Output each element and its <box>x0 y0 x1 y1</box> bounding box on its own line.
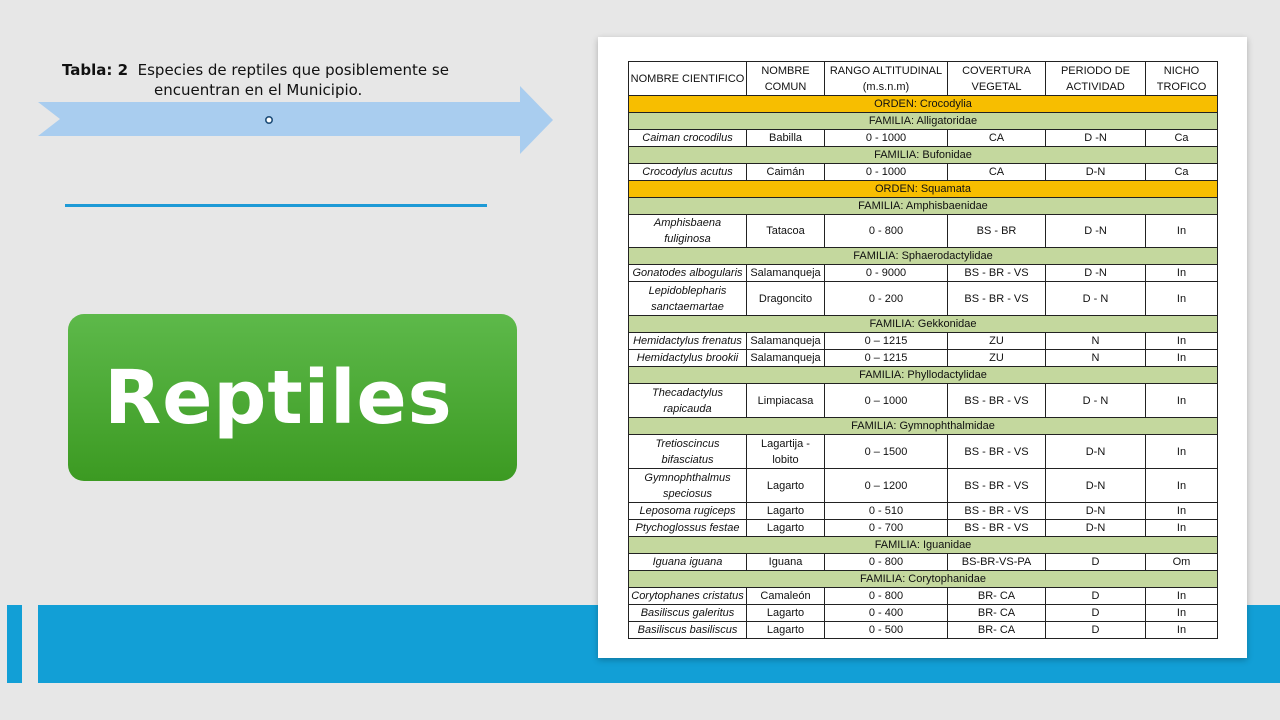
cell-activity-period: N <box>1046 333 1146 350</box>
cell-altitude-range: 0 – 1215 <box>825 350 948 367</box>
cell-activity-period: D-N <box>1046 503 1146 520</box>
cell-activity-period: D <box>1046 622 1146 639</box>
table-header-row <box>629 62 1218 96</box>
cell-trophic-niche: Ca <box>1146 164 1218 181</box>
familia-label: FAMILIA: Alligatoridae <box>629 113 1218 130</box>
cell-trophic-niche: In <box>1146 333 1218 350</box>
cell-activity-period: D -N <box>1046 265 1146 282</box>
header-nombre-cientifico: NOMBRE CIENTIFICO <box>629 62 747 96</box>
familia-row <box>629 537 1218 554</box>
cell-vegetation-cover: BS - BR - VS <box>948 469 1046 503</box>
cell-vegetation-cover: BS-BR-VS-PA <box>948 554 1046 571</box>
familia-label: FAMILIA: Bufonidae <box>629 147 1218 164</box>
caption-text-line2: encuentran en el Municipio. <box>154 81 363 99</box>
species-row <box>629 164 1218 181</box>
cell-altitude-range: 0 - 510 <box>825 503 948 520</box>
cell-scientific-name: Basiliscus galeritus <box>629 605 747 622</box>
cell-altitude-range: 0 - 1000 <box>825 164 948 181</box>
cell-activity-period: D -N <box>1046 130 1146 147</box>
cell-altitude-range: 0 - 500 <box>825 622 948 639</box>
cell-vegetation-cover: BR- CA <box>948 588 1046 605</box>
footer-band-small <box>7 605 22 683</box>
familia-row <box>629 147 1218 164</box>
cell-activity-period: N <box>1046 350 1146 367</box>
cell-scientific-name: Ptychoglossus festae <box>629 520 747 537</box>
cell-vegetation-cover: BS - BR - VS <box>948 282 1046 316</box>
cell-trophic-niche: In <box>1146 215 1218 248</box>
header-nombre-comun: NOMBRE COMUN <box>747 62 825 96</box>
cell-trophic-niche: Ca <box>1146 130 1218 147</box>
cell-altitude-range: 0 - 9000 <box>825 265 948 282</box>
cell-trophic-niche: Om <box>1146 554 1218 571</box>
cell-scientific-name: Amphisbaena fuliginosa <box>629 215 747 248</box>
cell-activity-period: D - N <box>1046 282 1146 316</box>
cell-altitude-range: 0 – 1200 <box>825 469 948 503</box>
cell-activity-period: D-N <box>1046 520 1146 537</box>
cell-trophic-niche: In <box>1146 435 1218 469</box>
reptiles-title: Reptiles <box>104 354 453 441</box>
cell-activity-period: D -N <box>1046 215 1146 248</box>
orden-row <box>629 181 1218 198</box>
cell-activity-period: D <box>1046 605 1146 622</box>
familia-label: FAMILIA: Gekkonidae <box>629 316 1218 333</box>
cell-activity-period: D <box>1046 588 1146 605</box>
cell-common-name: Babilla <box>747 130 825 147</box>
cell-scientific-name: Thecadactylus rapicauda <box>629 384 747 418</box>
cell-trophic-niche: In <box>1146 503 1218 520</box>
cell-vegetation-cover: BS - BR - VS <box>948 265 1046 282</box>
cell-vegetation-cover: BS - BR <box>948 215 1046 248</box>
cell-scientific-name: Basiliscus basiliscus <box>629 622 747 639</box>
header-nicho-trofico: NICHO TROFICO <box>1146 62 1218 96</box>
cell-scientific-name: Gonatodes albogularis <box>629 265 747 282</box>
orden-label: ORDEN: Crocodylia <box>629 96 1218 113</box>
species-row <box>629 503 1218 520</box>
cell-vegetation-cover: BS - BR - VS <box>948 435 1046 469</box>
familia-label: FAMILIA: Amphisbaenidae <box>629 198 1218 215</box>
orden-row <box>629 96 1218 113</box>
cell-trophic-niche: In <box>1146 469 1218 503</box>
cell-altitude-range: 0 - 200 <box>825 282 948 316</box>
cell-trophic-niche: In <box>1146 622 1218 639</box>
cell-scientific-name: Gymnophthalmus speciosus <box>629 469 747 503</box>
arrow-dot-icon <box>266 117 272 123</box>
cell-activity-period: D <box>1046 554 1146 571</box>
cell-common-name: Lagarto <box>747 503 825 520</box>
table-sheet <box>598 37 1247 658</box>
header-periodo-actividad: PERIODO DE ACTIVIDAD <box>1046 62 1146 96</box>
species-row <box>629 333 1218 350</box>
familia-row <box>629 113 1218 130</box>
cell-vegetation-cover: BR- CA <box>948 622 1046 639</box>
familia-label: FAMILIA: Gymnophthalmidae <box>629 418 1218 435</box>
cell-scientific-name: Hemidactylus frenatus <box>629 333 747 350</box>
familia-label: FAMILIA: Phyllodactylidae <box>629 367 1218 384</box>
familia-row <box>629 571 1218 588</box>
familia-row <box>629 418 1218 435</box>
familia-row <box>629 316 1218 333</box>
cell-scientific-name: Corytophanes cristatus <box>629 588 747 605</box>
cell-common-name: Tatacoa <box>747 215 825 248</box>
cell-vegetation-cover: BS - BR - VS <box>948 384 1046 418</box>
cell-common-name: Lagarto <box>747 622 825 639</box>
species-row <box>629 215 1218 248</box>
cell-altitude-range: 0 - 800 <box>825 215 948 248</box>
species-row <box>629 588 1218 605</box>
cell-scientific-name: Crocodylus acutus <box>629 164 747 181</box>
cell-trophic-niche: In <box>1146 384 1218 418</box>
cell-altitude-range: 0 – 1000 <box>825 384 948 418</box>
cell-trophic-niche: In <box>1146 588 1218 605</box>
cell-vegetation-cover: BR- CA <box>948 605 1046 622</box>
orden-label: ORDEN: Squamata <box>629 181 1218 198</box>
cell-trophic-niche: In <box>1146 605 1218 622</box>
cell-common-name: Salamanqueja <box>747 265 825 282</box>
species-row <box>629 282 1218 316</box>
cell-common-name: Caimán <box>747 164 825 181</box>
cell-altitude-range: 0 - 800 <box>825 554 948 571</box>
familia-label: FAMILIA: Sphaerodactylidae <box>629 248 1218 265</box>
divider-line <box>65 204 487 207</box>
species-table <box>628 61 1218 639</box>
caption-label: Tabla: 2 <box>62 61 129 79</box>
cell-trophic-niche: In <box>1146 520 1218 537</box>
cell-altitude-range: 0 - 1000 <box>825 130 948 147</box>
species-row <box>629 384 1218 418</box>
cell-common-name: Lagarto <box>747 469 825 503</box>
cell-vegetation-cover: CA <box>948 164 1046 181</box>
cell-common-name: Salamanqueja <box>747 350 825 367</box>
species-row <box>629 350 1218 367</box>
cell-scientific-name: Iguana iguana <box>629 554 747 571</box>
cell-vegetation-cover: BS - BR - VS <box>948 520 1046 537</box>
cell-trophic-niche: In <box>1146 282 1218 316</box>
cell-scientific-name: Caiman crocodilus <box>629 130 747 147</box>
cell-common-name: Dragoncito <box>747 282 825 316</box>
cell-activity-period: D-N <box>1046 164 1146 181</box>
species-row <box>629 469 1218 503</box>
cell-altitude-range: 0 – 1215 <box>825 333 948 350</box>
cell-common-name: Lagartija - lobito <box>747 435 825 469</box>
cell-common-name: Salamanqueja <box>747 333 825 350</box>
cell-scientific-name: Leposoma rugiceps <box>629 503 747 520</box>
cell-altitude-range: 0 - 800 <box>825 588 948 605</box>
header-covertura-vegetal: COVERTURA VEGETAL <box>948 62 1046 96</box>
cell-vegetation-cover: ZU <box>948 350 1046 367</box>
species-row <box>629 554 1218 571</box>
cell-activity-period: D-N <box>1046 469 1146 503</box>
cell-common-name: Camaleón <box>747 588 825 605</box>
familia-row <box>629 198 1218 215</box>
species-row <box>629 605 1218 622</box>
header-rango-altitudinal: RANGO ALTITUDINAL (m.s.n.m) <box>825 62 948 96</box>
cell-vegetation-cover: ZU <box>948 333 1046 350</box>
cell-common-name: Iguana <box>747 554 825 571</box>
reptiles-title-box <box>68 314 517 481</box>
familia-label: FAMILIA: Corytophanidae <box>629 571 1218 588</box>
cell-common-name: Lagarto <box>747 520 825 537</box>
cell-scientific-name: Hemidactylus brookii <box>629 350 747 367</box>
cell-common-name: Limpiacasa <box>747 384 825 418</box>
cell-vegetation-cover: BS - BR - VS <box>948 503 1046 520</box>
species-row <box>629 435 1218 469</box>
cell-activity-period: D - N <box>1046 384 1146 418</box>
species-row <box>629 520 1218 537</box>
familia-row <box>629 367 1218 384</box>
cell-altitude-range: 0 – 1500 <box>825 435 948 469</box>
cell-vegetation-cover: CA <box>948 130 1046 147</box>
familia-row <box>629 248 1218 265</box>
species-row <box>629 265 1218 282</box>
cell-trophic-niche: In <box>1146 265 1218 282</box>
cell-altitude-range: 0 - 400 <box>825 605 948 622</box>
arrow-shape <box>38 86 554 156</box>
cell-scientific-name: Tretioscincus bifasciatus <box>629 435 747 469</box>
species-row <box>629 130 1218 147</box>
caption-text-line1: Especies de reptiles que posiblemente se <box>137 61 449 79</box>
cell-activity-period: D-N <box>1046 435 1146 469</box>
species-row <box>629 622 1218 639</box>
cell-trophic-niche: In <box>1146 350 1218 367</box>
cell-altitude-range: 0 - 700 <box>825 520 948 537</box>
table-body <box>629 96 1218 639</box>
cell-scientific-name: Lepidoblepharis sanctaemartae <box>629 282 747 316</box>
cell-common-name: Lagarto <box>747 605 825 622</box>
familia-label: FAMILIA: Iguanidae <box>629 537 1218 554</box>
